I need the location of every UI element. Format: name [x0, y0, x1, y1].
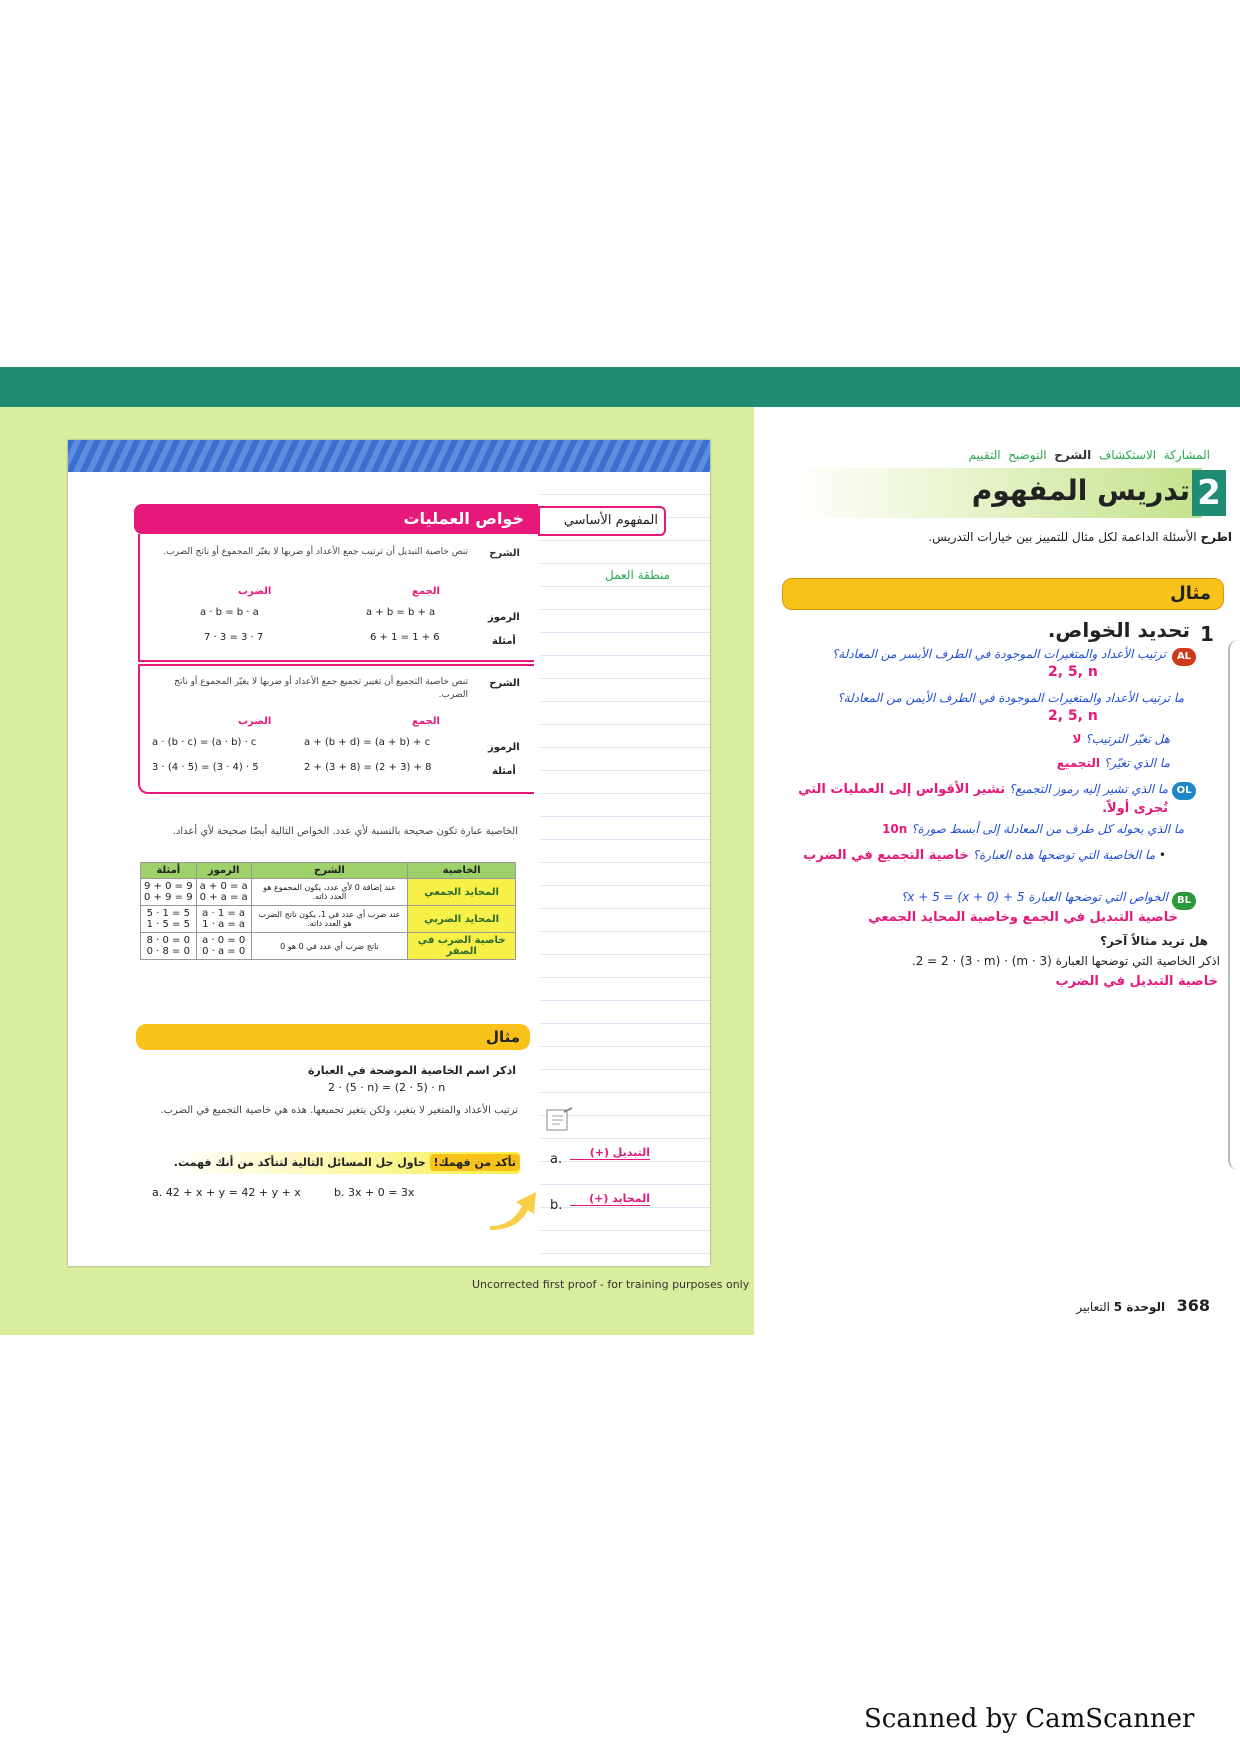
scanner-watermark: Scanned by CamScanner: [864, 1704, 1195, 1734]
page-edge-bracket: [1228, 640, 1240, 1170]
answer-b-label: b.: [550, 1198, 563, 1213]
q5-line: [790, 780, 1168, 818]
q8: الخواص التي توضحها العبارة 5 + (0 + x) = x + 5؟: [900, 890, 1168, 904]
unit-name: التعابير: [1076, 1300, 1110, 1314]
box1-examples-label: أمثلة: [492, 636, 516, 647]
right-example-bar: مثال: [782, 578, 1224, 610]
box1-sym-add: a + b = b + a: [366, 607, 436, 618]
a1: 2, 5, n: [1048, 664, 1098, 680]
ex1-expression: 2 · (5 · n) = (2 · 5) · n: [328, 1081, 446, 1094]
a10: خاصية التبديل في الضرب: [1055, 974, 1218, 989]
box1-explain-label: الشرح: [489, 548, 520, 559]
q4: ما الذي تغيّر؟: [1103, 756, 1170, 770]
row-symbols: a · 1 = a 1 · a = a: [196, 906, 251, 933]
q3-line: [1000, 732, 1170, 746]
left-example-bar: مثال: [136, 1024, 530, 1050]
table-row: [141, 906, 516, 933]
check-bar: [168, 1152, 520, 1174]
box2-ex-add: 2 + (3 + 8) = (2 + 3) + 8: [304, 762, 432, 773]
step-elaborate: التوضيح: [1008, 448, 1047, 462]
arrow-icon: [488, 1188, 540, 1236]
box2-col-add: الجمع: [412, 716, 440, 727]
box1-sym-mul: a · b = b · a: [200, 607, 259, 618]
q7: ما الخاصية التي توضحها هذه العبارة؟: [972, 848, 1156, 862]
row-explain: عند ضرب أي عدد في 1، يكون ناتج الضرب هو العدد ذاته.: [251, 906, 408, 933]
page-header-stripes: [68, 440, 710, 472]
page-footer: [1060, 1296, 1210, 1315]
instruction: [840, 530, 1232, 544]
answer-a-label: a.: [550, 1152, 563, 1167]
a6: 10n: [882, 822, 908, 836]
row-property: المحايد الضربي: [408, 906, 516, 933]
row-explain: عند إضافة 0 لأي عدد، يكون المجموع هو العدد ذاته.: [251, 879, 408, 906]
key-concept-tab: المفهوم الأساسي: [538, 506, 666, 536]
table-header-row: [141, 863, 516, 879]
row-symbols: a + 0 = a 0 + a = a: [196, 879, 251, 906]
q7-line: • ما الخاصية التي توضحها هذه العبارة؟ خاصية التجميع في الضرب: [803, 848, 1166, 863]
box2-col-mul: الضرب: [238, 716, 272, 727]
problem-b: b. 3x + 0 = 3x: [334, 1186, 415, 1199]
page-number: 368: [1176, 1296, 1210, 1315]
box2-ex-mul: 3 · (4 · 5) = (3 · 4) · 5: [152, 762, 259, 773]
key-concept-title: خواص العمليات: [134, 504, 538, 534]
step-evaluate: التقييم: [968, 448, 1001, 462]
table-row: [141, 879, 516, 906]
step-explore: الاستكشاف: [1098, 448, 1157, 462]
top-color-band: [0, 367, 1240, 407]
a7: خاصية التجميع في الضرب: [803, 848, 969, 863]
box1-explain: تنص خاصية التبديل أن ترتيب جمع الأعداد أو ضربها لا يغيّر المجموع أو ناتج الضرب.: [163, 547, 468, 557]
badge-al: AL: [1172, 644, 1196, 666]
box2-explain: تنص خاصية التجميع أن تغيير تجميع جمع الأعداد أو ضربها لا يغيّر المجموع أو ناتج الضرب.: [174, 677, 468, 700]
instruction-bold: اطرح: [1200, 530, 1232, 544]
q3: هل تغيّر الترتيب؟: [1085, 732, 1170, 746]
step-number: 2: [1192, 470, 1226, 516]
row-examples: 5 · 1 = 5 1 · 5 = 5: [141, 906, 197, 933]
row-property: المحايد الجمعي: [408, 879, 516, 906]
q2: ما ترتيب الأعداد والمتغيرات الموجودة في الطرف الأيمن من المعادلة؟: [837, 691, 1184, 705]
table-row: [141, 933, 516, 960]
check-text: حاول حل المسائل التالية لتتأكد من أنك فهمت.: [173, 1156, 426, 1169]
answer-b: المحايد (+): [570, 1192, 650, 1206]
check-label: تأكد من فهمك!: [430, 1154, 520, 1171]
box2-sym-add: a + (b + d) = (a + b) + c: [304, 737, 431, 748]
q5: ما الذي تشير إليه رموز التجميع؟: [1008, 782, 1168, 796]
q6-line: [800, 822, 1184, 836]
a5: تشير الأقواس إلى العمليات التي تُجرى أولاً.: [798, 782, 1168, 816]
a4: التجميع: [1056, 756, 1101, 770]
answer-a: التبديل (+): [570, 1146, 650, 1160]
box1-symbols-label: الرموز: [488, 612, 520, 623]
box1-col-add: الجمع: [412, 586, 440, 597]
header-symbols: الرموز: [196, 863, 251, 879]
property-intro: الخاصية عبارة تكون صحيحة بالنسبة لأي عدد. الخواص التالية أيضًا صحيحة لأي أعداد.: [172, 826, 518, 837]
badge-bl: BL: [1172, 888, 1196, 910]
row-explain: ناتج ضرب أي عدد في 0 هو 0: [251, 933, 408, 960]
lesson-steps: [900, 448, 1210, 462]
pencil-note-icon: [544, 1106, 574, 1138]
row-property: خاصية الضرب في الصفر: [408, 933, 516, 960]
a3: لا: [1072, 732, 1082, 746]
box1-col-mul: الضرب: [238, 586, 272, 597]
box1-ex-mul: 7 · 3 = 3 · 7: [204, 632, 264, 643]
section-title: تدريس المفهوم: [971, 474, 1190, 507]
q9: هل تريد مثالاً آخر؟: [1100, 934, 1208, 948]
row-symbols: a · 0 = 0 0 · a = 0: [196, 933, 251, 960]
a2: 2, 5, n: [1048, 708, 1098, 724]
badge-ol: OL: [1172, 778, 1196, 800]
a8: خاصية التبديل في الجمع وخاصية المحايد الجمعي: [868, 910, 1178, 925]
box2-examples-label: أمثلة: [492, 766, 516, 777]
ex1-text: ترتيب الأعداد والمتغير لا يتغير، ولكن يتغير تجميعها. هذه هي خاصية التجميع في الضرب.: [160, 1105, 518, 1116]
q6: ما الذي يحوله كل طرف من المعادلة إلى أبسط صورة؟: [911, 822, 1184, 836]
ex1-title: اذكر اسم الخاصية الموضحة في العبارة: [307, 1064, 516, 1077]
unit-label: الوحدة 5: [1113, 1300, 1166, 1314]
step-engage: المشاركة: [1163, 448, 1210, 462]
box1-ex-add: 6 + 1 = 1 + 6: [370, 632, 440, 643]
q10: اذكر الخاصية التي توضحها العبارة (3 · m) · 2 = 2 · (3 · m).: [911, 954, 1220, 968]
header-property: الخاصية: [408, 863, 516, 879]
proof-note: Uncorrected first proof - for training purposes only: [472, 1278, 750, 1291]
problem-a: a. 42 + x + y = 42 + y + x: [152, 1186, 301, 1199]
q4-line: [960, 756, 1170, 770]
header-explain: الشرح: [251, 863, 408, 879]
ex-number: 1: [1200, 622, 1214, 646]
properties-table: [140, 862, 516, 960]
row-examples: 9 + 0 = 9 0 + 9 = 9: [141, 879, 197, 906]
step-explain: الشرح: [1054, 448, 1092, 462]
row-examples: 8 · 0 = 0 0 · 8 = 0: [141, 933, 197, 960]
box2-sym-mul: a · (b · c) = (a · b) · c: [152, 737, 257, 748]
box2-symbols-label: الرموز: [488, 742, 520, 753]
q1: ترتيب الأعداد والمتغيرات الموجودة في الطرف الأيسر من المعادلة؟: [831, 647, 1166, 661]
work-zone-label: منطقة العمل: [604, 568, 670, 582]
instruction-text: الأسئلة الداعمة لكل مثال للتمييز بين خيارات التدريس.: [928, 530, 1197, 544]
box2-explain-label: الشرح: [489, 678, 520, 689]
ex-title: تحديد الخواص.: [1047, 618, 1190, 642]
header-examples: أمثلة: [141, 863, 197, 879]
